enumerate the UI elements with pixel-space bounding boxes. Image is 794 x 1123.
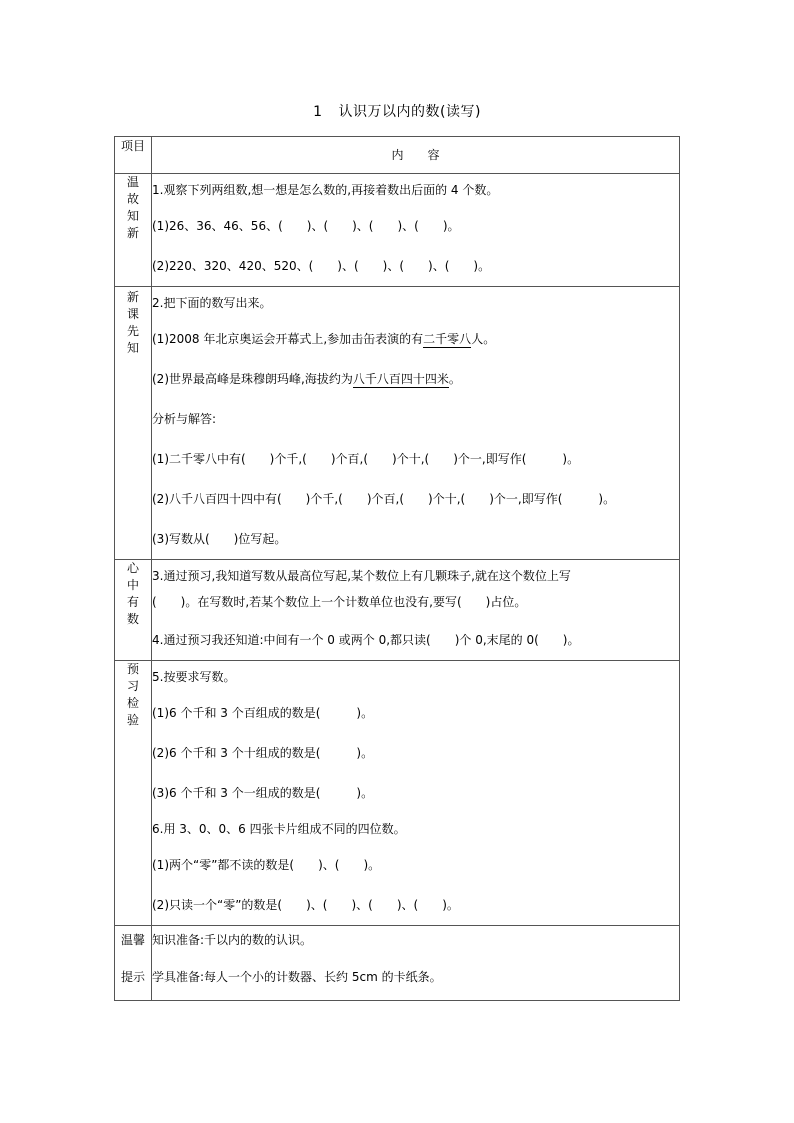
section-check-row (115, 661, 680, 926)
section-check-content (152, 661, 680, 926)
question-line: (2)只读一个“零”的数是( )、( )、( )、( )。 (152, 898, 459, 912)
question-line: (1)26、36、46、56、( )、( )、( )、( )。 (152, 219, 460, 233)
question-line: (3)写数从( )位写起。 (152, 532, 287, 546)
question-line: 2.把下面的数写出来。 (152, 296, 272, 310)
page-title (0, 101, 794, 121)
question-line: 1.观察下列两组数,想一想是怎么数的,再接着数出后面的 4 个数。 (152, 183, 499, 197)
question-line: 4.通过预习我还知道:中间有一个 0 或两个 0,都只读( )个 0,末尾的 0( )。 (152, 633, 580, 647)
text-segment: (2)世界最高峰是珠穆朗玛峰,海拔约为 (152, 372, 353, 386)
text-segment: 人。 (471, 332, 496, 346)
question-line: 分析与解答: (152, 412, 217, 426)
underlined-number: 八千八百四十四米 (352, 372, 449, 386)
section-review-content (152, 174, 680, 287)
label-char: 先 (126, 324, 139, 338)
section-tips-label (115, 926, 152, 1001)
question-line: (2)八千八百四十四中有( )个千,( )个百,( )个十,( )个一,即写作( )。 (152, 492, 616, 506)
label-char: 验 (126, 713, 139, 727)
header-content: 内 容 (391, 148, 440, 162)
question-line: 5.按要求写数。 (152, 670, 236, 684)
section-check-label (115, 661, 152, 926)
question-line (152, 319, 679, 359)
label-char: 预 (126, 662, 139, 676)
lesson-number: 1 (313, 104, 323, 120)
text-segment: (1)2008 年北京奥运会开幕式上,参加击缶表演的有 (152, 332, 424, 346)
label-char: 习 (126, 679, 139, 693)
section-review-row (115, 174, 680, 287)
question-line: ( )。在写数时,若某个数位上一个计数单位也没有,要写( )占位。 (152, 595, 527, 609)
header-content-cell (152, 137, 680, 174)
section-tips-row (115, 926, 680, 1001)
question-line: (2)220、320、420、520、( )、( )、( )、( )。 (152, 259, 491, 273)
question-line: (2)6 个千和 3 个十组成的数是( )。 (152, 746, 374, 760)
question-line (152, 359, 679, 399)
section-mind-label (115, 560, 152, 661)
label-char: 中 (126, 578, 139, 592)
tip-line: 学具准备:每人一个小的计数器、长约 5cm 的卡纸条。 (152, 970, 442, 984)
header-item-cell (115, 137, 152, 174)
tip-line: 知识准备:千以内的数的认识。 (152, 933, 313, 947)
label-char: 课 (126, 307, 139, 321)
section-new-lesson-content (152, 287, 680, 560)
tips-label-bottom: 提示 (120, 970, 145, 984)
label-char: 故 (126, 192, 139, 206)
section-mind-row (115, 560, 680, 661)
question-line: (1)两个“零”都不读的数是( )、( )。 (152, 858, 381, 872)
header-item: 项目 (120, 139, 145, 153)
section-new-lesson-label (115, 287, 152, 560)
question-line: 3.通过预习,我知道写数从最高位写起,某个数位上有几颗珠子,就在这个数位上写 (152, 569, 571, 583)
label-char: 知 (126, 341, 139, 355)
section-review-label (115, 174, 152, 287)
question-line: (1)6 个千和 3 个百组成的数是( )。 (152, 706, 374, 720)
underlined-number: 二千零八 (423, 332, 472, 346)
question-line: 6.用 3、0、0、6 四张卡片组成不同的四位数。 (152, 822, 406, 836)
question-line: (3)6 个千和 3 个一组成的数是( )。 (152, 786, 374, 800)
label-char: 检 (126, 696, 139, 710)
text-segment: 。 (448, 372, 461, 386)
table-header-row (115, 137, 680, 174)
lesson-title: 认识万以内的数(读写) (338, 104, 481, 120)
label-char: 心 (126, 561, 139, 575)
worksheet-table (114, 136, 680, 1001)
label-char: 新 (126, 226, 139, 240)
tips-label-top: 温馨 (120, 933, 145, 947)
section-new-lesson-row (115, 287, 680, 560)
label-char: 温 (126, 175, 139, 189)
label-char: 数 (126, 612, 139, 626)
question-line: (1)二千零八中有( )个千,( )个百,( )个十,( )个一,即写作( )。 (152, 452, 580, 466)
label-char: 新 (126, 290, 139, 304)
section-tips-content (152, 926, 680, 1001)
label-char: 知 (126, 209, 139, 223)
label-char: 有 (126, 595, 139, 609)
section-mind-content (152, 560, 680, 661)
